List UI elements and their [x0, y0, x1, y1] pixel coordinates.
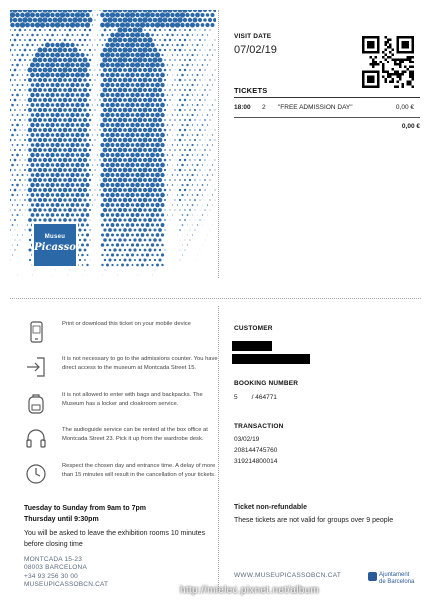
ticket-total: 0,00 € [401, 123, 420, 130]
address-website: MUSEUPICASSOBCN.CAT [24, 581, 109, 589]
info-text-backpack: It is not allowed to enter with bags and backpacks. The Museum has a locker and cloakroom service. [62, 392, 203, 407]
ajuntament-logo [368, 572, 414, 586]
tickets-label: TICKETS [234, 86, 268, 95]
ajuntament-line-2: de Barcelona [379, 579, 415, 585]
booking-number: / 464771 [251, 394, 277, 401]
tickets-rule [234, 97, 420, 98]
transaction-id-2: 319214800014 [234, 458, 278, 465]
info-text-audioguide: The audioguide service can be rented at the box office at Montcada Street 23. Pick it up from the wardrobe desk. [62, 427, 208, 442]
footer-website: WWW.MUSEUPICASSOBCN.CAT [234, 572, 342, 579]
clock-icon [24, 462, 48, 486]
booking-number-value [234, 394, 291, 401]
address-phone: +34 93 256 30 00 [24, 572, 78, 580]
info-text-entrance: It is not necessary to go to the admissions counter. You have direct access to the museum at Montcada Street 15. [62, 356, 218, 371]
info-item-mobile [24, 320, 214, 354]
redacted-customer-email [232, 354, 310, 364]
total-rule [234, 117, 420, 118]
ticket-quantity: 2 [262, 104, 266, 111]
museum-artwork [10, 10, 216, 278]
address-line-1: MONTCADA 15-23 [24, 556, 83, 563]
visit-date-value: 07/02/19 [234, 44, 277, 56]
ticket-price: 0,00 € [395, 104, 414, 111]
logo-main-text: Picasso [34, 242, 76, 253]
headphones-icon [24, 426, 48, 450]
info-text-mobile: Print or download this ticket on your mobile device [62, 321, 191, 327]
info-item-backpack [24, 391, 214, 425]
info-item-entrance [24, 355, 218, 389]
vertical-divider-bottom [218, 306, 219, 591]
address-line-2: 08003 BARCELONA [24, 564, 87, 572]
ticket-time: 18:00 [234, 104, 251, 111]
backpack-icon [24, 391, 48, 415]
opening-hours-line-2: Thursday until 9:30pm [24, 516, 99, 523]
watermark-text: http://mielec.pixnet.net/album [180, 585, 320, 596]
non-refundable-label: Ticket non-refundable [234, 504, 307, 511]
info-item-audioguide [24, 426, 214, 460]
group-restriction-note: These tickets are not valid for groups over 9 people [234, 517, 394, 524]
ajuntament-shield-icon [368, 572, 377, 581]
qr-code-icon [362, 36, 414, 88]
closing-note: You will be asked to leave the exhibition rooms 10 minutes before closing time [24, 530, 206, 548]
info-text-clock: Respect the chosen day and entrance time. A delay of more than 15 minutes will result in the cancellation of your tickets. [62, 463, 216, 478]
booking-prefix: 5 [234, 394, 238, 401]
museu-picasso-logo [32, 222, 78, 268]
transaction-label: TRANSACTION [234, 423, 284, 430]
ajuntament-line-1: Ajuntament [379, 572, 410, 578]
entrance-arrow-icon [24, 355, 48, 379]
horizontal-tear-line [10, 298, 421, 299]
visit-date-label: VISIT DATE [234, 33, 272, 40]
info-item-clock [24, 462, 214, 496]
transaction-id-1: 208144745760 [234, 447, 278, 454]
vertical-divider-top [218, 10, 219, 278]
transaction-date: 03/02/19 [234, 436, 260, 443]
mobile-icon [24, 320, 48, 344]
museum-address [24, 556, 108, 590]
logo-top-text: Museu [44, 234, 66, 240]
ticket-row [234, 104, 420, 114]
ticket-name: "FREE ADMISSION DAY" [278, 104, 353, 111]
redacted-customer-name [232, 341, 272, 351]
opening-hours-line-1: Tuesday to Sunday from 9am to 7pm [24, 505, 147, 512]
booking-number-label: BOOKING NUMBER [234, 380, 299, 387]
customer-label: CUSTOMER [234, 325, 273, 332]
